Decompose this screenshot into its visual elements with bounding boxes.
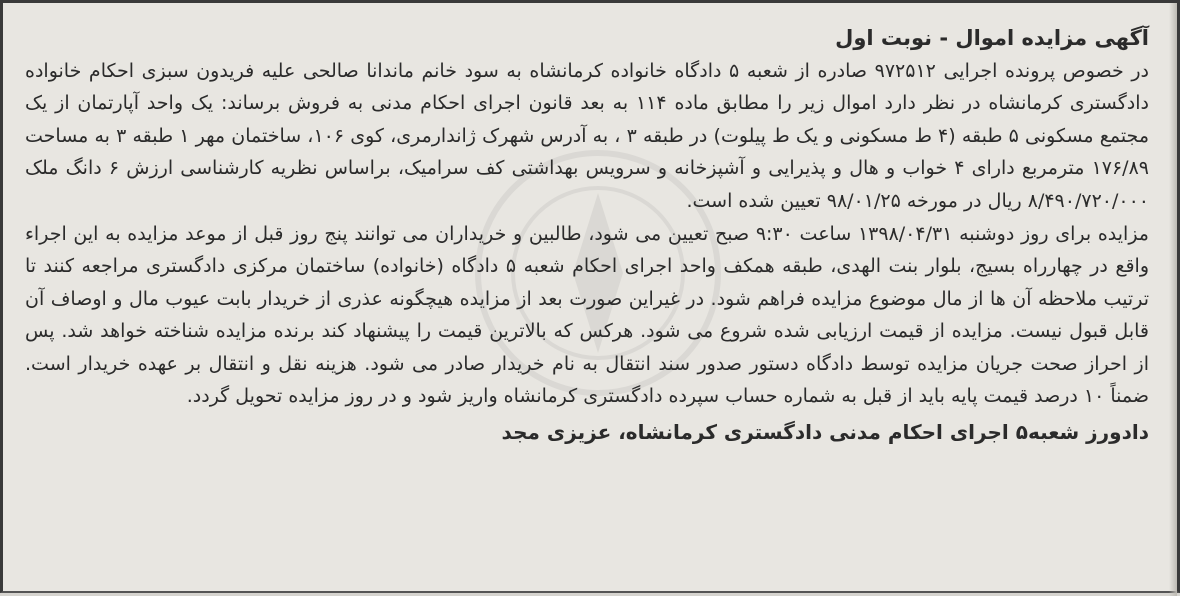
- paper-edge: [1169, 3, 1177, 596]
- notice-paragraph-property: در خصوص پرونده اجرایی ۹۷۲۵۱۲ صادره از شعبه ۵ دادگاه خانواده کرمانشاه به سود خانم ماندانا صالحی علیه فریدون سبزی احکام خانواده دادگستری کرمانشاه در نظر دارد اموال زیر را مطابق ماده ۱۱۴ به بعد قانون اجرای احکام مدنی به فروش برساند: یک واحد آپارتمان از یک مجتمع مسکونی ۵ طبقه (۴ ط مسکونی و یک ط پیلوت) در طبقه ۳ ، به آدرس شهرک ژاندارمری، کوی ۱۰۶، ساختمان مهر ۱ طبقه ۳ به مساحت ۱۷۶/۸۹ مترمربع دارای ۴ خواب و هال و پذیرایی و آشپزخانه و سرویس بهداشتی کف سرامیک، براساس نظریه کارشناسی ارزش ۶ دانگ ملک ۸/۴۹۰/۷۲۰/۰۰۰ ریال در مورخه ۹۸/۰۱/۲۵ تعیین شده است.: [25, 60, 1149, 212]
- auction-notice: [25, 21, 1149, 581]
- notice-signature: دادورز شعبه۵ اجرای احکام مدنی دادگستری کرمانشاه، عزیزی مجد: [501, 420, 1149, 445]
- notice-title: آگهی مزایده اموال - نوبت اول: [835, 26, 1149, 50]
- notice-paragraph-auction-terms: مزایده برای روز دوشنبه ۱۳۹۸/۰۴/۳۱ ساعت ۹:۳۰ صبح تعیین می شود، طالبین و خریداران می توانند پنج روز قبل از موعد مزایده به این اجراء واقع در چهارراه بسیج، بلوار بنت الهدی، طبقه همکف واحد اجرای احکام شعبه ۵ دادگاه (خانواده) ساختمان مرکزی دادگستری مراجعه کنند تا ترتیب ملاحظه آن ها از مال موضوع مزایده فراهم شود. در غیراین صورت بعد از مزایده هیچگونه عذری از خریدار بابت عیوب مال و اوصاف آن قابل قبول نیست. مزایده از قیمت ارزیابی شده شروع می شود. هرکس که بالاترین قیمت را پیشنهاد کند برنده مزایده شناخته خواهد شد. پس از احراز صحت جریان مزایده توسط دادگاه دستور صدور سند انتقال به نام خریدار صادر می شود. هزینه نقل و انتقال بر عهده خریدار است. ضمناً ۱۰ درصد قیمت پایه باید از قبل به شماره حساب سپرده دادگستری کرمانشاه واریز شود و در روز مزایده تحویل گردد.: [25, 223, 1149, 408]
